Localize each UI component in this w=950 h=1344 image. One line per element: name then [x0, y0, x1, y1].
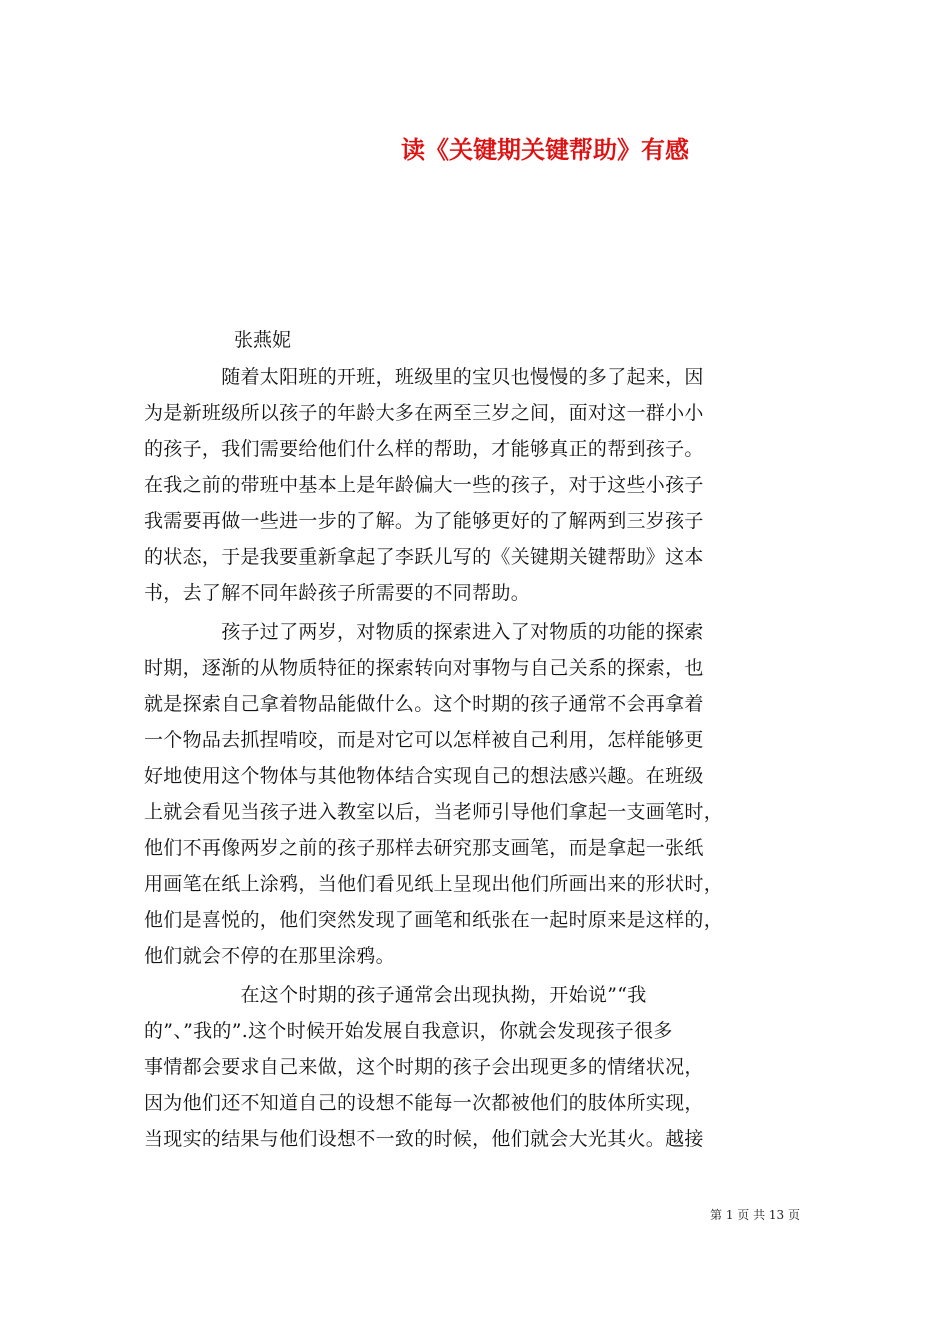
text-line: 孩子过了两岁，对物质的探索进入了对物质的功能的探索: [144, 621, 704, 643]
document-title: 读《关键期关键帮助》有感: [401, 135, 689, 164]
page-number-footer: 第 1 页 共 13 页: [710, 1208, 800, 1222]
text-line: 的孩子，我们需要给他们什么样的帮助，才能够真正的帮到孩子。: [144, 438, 704, 460]
paragraph-1: [144, 359, 804, 611]
text-line: 因为他们还不知道自己的设想不能每一次都被他们的肢体所实现，: [144, 1092, 704, 1114]
text-line: 随着太阳班的开班，班级里的宝贝也慢慢的多了起来，因: [144, 366, 704, 388]
text-line: 他们不再像两岁之前的孩子那样去研究那支画笔，而是拿起一张纸: [144, 837, 704, 859]
text-line: 我需要再做一些进一步的了解。为了能够更好的了解两到三岁孩子: [144, 510, 704, 532]
text-line: 好地使用这个物体与其他物体结合实现自己的想法感兴趣。在班级: [144, 765, 704, 787]
text-line: 的”、”我的”.这个时候开始发展自我意识，你就会发现孩子很多: [144, 1020, 673, 1042]
text-line: 就是探索自己拿着物品能做什么。这个时期的孩子通常不会再拿着: [144, 693, 704, 715]
author-name: 张燕妮: [234, 329, 292, 351]
paragraph-2: [144, 614, 804, 974]
text-line: 为是新班级所以孩子的年龄大多在两至三岁之间，面对这一群小小: [144, 402, 704, 424]
body-text: [144, 359, 804, 1157]
text-line: 用画笔在纸上涂鸦，当他们看见纸上呈现出他们所画出来的形状时，: [144, 873, 724, 895]
paragraph-3: [144, 977, 804, 1157]
text-line: 他们就会不停的在那里涂鸦。: [144, 945, 395, 967]
text-line: 一个物品去抓捏啃咬，而是对它可以怎样被自己利用，怎样能够更: [144, 729, 704, 751]
text-line: 时期，逐渐的从物质特征的探索转向对事物与自己关系的探索，也: [144, 657, 704, 679]
text-line: 的状态，于是我要重新拿起了李跃儿写的《关键期关键帮助》这本: [144, 546, 704, 568]
text-line: 上就会看见当孩子进入教室以后，当老师引导他们拿起一支画笔时，: [144, 801, 724, 823]
text-line: 事情都会要求自己来做，这个时期的孩子会出现更多的情绪状况，: [144, 1056, 704, 1078]
text-line: 在这个时期的孩子通常会出现执拗，开始说”“我: [144, 984, 647, 1006]
text-line: 在我之前的带班中基本上是年龄偏大一些的孩子，对于这些小孩子: [144, 474, 704, 496]
text-line: 书，去了解不同年龄孩子所需要的不同帮助。: [144, 582, 531, 604]
text-line: 他们是喜悦的，他们突然发现了画笔和纸张在一起时原来是这样的，: [144, 909, 724, 931]
text-line: 当现实的结果与他们设想不一致的时候，他们就会大光其火。越接: [144, 1128, 704, 1150]
